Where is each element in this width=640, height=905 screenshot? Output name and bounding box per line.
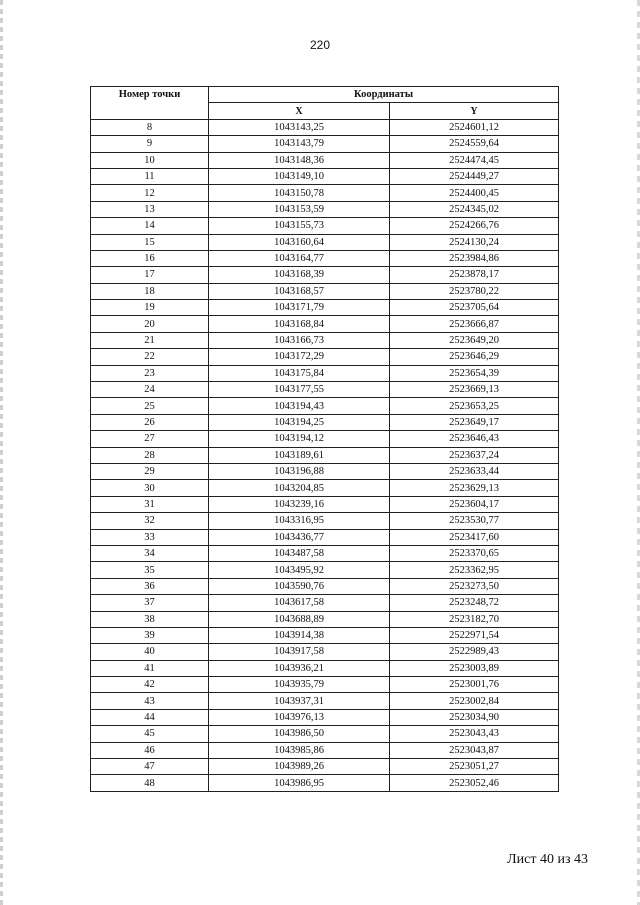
x-coordinate-cell: 1043937,31 — [209, 693, 390, 709]
y-coordinate-cell: 2523417,60 — [390, 529, 559, 545]
table-row — [91, 726, 559, 742]
y-coordinate-cell: 2523034,90 — [390, 709, 559, 725]
y-coordinate-cell: 2524266,76 — [390, 218, 559, 234]
point-number-cell: 8 — [91, 119, 209, 135]
point-number-cell: 44 — [91, 709, 209, 725]
table-row — [91, 136, 559, 152]
point-number-cell: 16 — [91, 250, 209, 266]
table-row — [91, 644, 559, 660]
table-row — [91, 562, 559, 578]
point-number-cell: 33 — [91, 529, 209, 545]
table-row — [91, 709, 559, 725]
x-coordinate-cell: 1043168,57 — [209, 283, 390, 299]
x-coordinate-cell: 1043935,79 — [209, 677, 390, 693]
table-row — [91, 168, 559, 184]
x-coordinate-cell: 1043172,29 — [209, 349, 390, 365]
header-coordinates: Координаты — [209, 87, 559, 103]
x-coordinate-cell: 1043153,59 — [209, 201, 390, 217]
y-coordinate-cell: 2523705,64 — [390, 300, 559, 316]
point-number-cell: 10 — [91, 152, 209, 168]
table-row — [91, 545, 559, 561]
point-number-cell: 24 — [91, 382, 209, 398]
table-row — [91, 365, 559, 381]
table-row — [91, 267, 559, 283]
table-row — [91, 414, 559, 430]
point-number-cell: 30 — [91, 480, 209, 496]
y-coordinate-cell: 2523633,44 — [390, 463, 559, 479]
table-row — [91, 742, 559, 758]
point-number-cell: 12 — [91, 185, 209, 201]
point-number-cell: 32 — [91, 513, 209, 529]
table-row — [91, 218, 559, 234]
point-number-cell: 29 — [91, 463, 209, 479]
point-number-cell: 20 — [91, 316, 209, 332]
x-coordinate-cell: 1043149,10 — [209, 168, 390, 184]
y-coordinate-cell: 2523362,95 — [390, 562, 559, 578]
x-coordinate-cell: 1043194,25 — [209, 414, 390, 430]
x-coordinate-cell: 1043436,77 — [209, 529, 390, 545]
table-header-row — [91, 87, 559, 103]
table-row — [91, 398, 559, 414]
x-coordinate-cell: 1043143,25 — [209, 119, 390, 135]
table-row — [91, 119, 559, 135]
y-coordinate-cell: 2523780,22 — [390, 283, 559, 299]
y-coordinate-cell: 2523043,43 — [390, 726, 559, 742]
point-number-cell: 9 — [91, 136, 209, 152]
table-row — [91, 300, 559, 316]
y-coordinate-cell: 2524474,45 — [390, 152, 559, 168]
y-coordinate-cell: 2523646,29 — [390, 349, 559, 365]
y-coordinate-cell: 2523669,13 — [390, 382, 559, 398]
point-number-cell: 34 — [91, 545, 209, 561]
y-coordinate-cell: 2523043,87 — [390, 742, 559, 758]
y-coordinate-cell: 2523654,39 — [390, 365, 559, 381]
point-number-cell: 37 — [91, 595, 209, 611]
coordinates-table — [90, 86, 559, 792]
table-row — [91, 513, 559, 529]
point-number-cell: 15 — [91, 234, 209, 250]
y-coordinate-cell: 2523001,76 — [390, 677, 559, 693]
table-row — [91, 775, 559, 791]
x-coordinate-cell: 1043177,55 — [209, 382, 390, 398]
table-row — [91, 185, 559, 201]
table-row — [91, 250, 559, 266]
x-coordinate-cell: 1043189,61 — [209, 447, 390, 463]
point-number-cell: 31 — [91, 496, 209, 512]
point-number-cell: 47 — [91, 759, 209, 775]
x-coordinate-cell: 1043239,16 — [209, 496, 390, 512]
y-coordinate-cell: 2523666,87 — [390, 316, 559, 332]
point-number-cell: 41 — [91, 660, 209, 676]
x-coordinate-cell: 1043148,36 — [209, 152, 390, 168]
point-number-cell: 42 — [91, 677, 209, 693]
table-row — [91, 463, 559, 479]
point-number-cell: 28 — [91, 447, 209, 463]
y-coordinate-cell: 2524559,64 — [390, 136, 559, 152]
point-number-cell: 13 — [91, 201, 209, 217]
y-coordinate-cell: 2523051,27 — [390, 759, 559, 775]
point-number-cell: 23 — [91, 365, 209, 381]
y-coordinate-cell: 2523629,13 — [390, 480, 559, 496]
page-number: 220 — [309, 38, 331, 52]
x-coordinate-cell: 1043204,85 — [209, 480, 390, 496]
y-coordinate-cell: 2523273,50 — [390, 578, 559, 594]
header-y: Y — [390, 103, 559, 119]
table-body — [91, 119, 559, 791]
table-row — [91, 595, 559, 611]
y-coordinate-cell: 2524400,45 — [390, 185, 559, 201]
table-row — [91, 431, 559, 447]
table-row — [91, 759, 559, 775]
point-number-cell: 18 — [91, 283, 209, 299]
y-coordinate-cell: 2523182,70 — [390, 611, 559, 627]
point-number-cell: 39 — [91, 627, 209, 643]
point-number-cell: 46 — [91, 742, 209, 758]
y-coordinate-cell: 2524345,02 — [390, 201, 559, 217]
x-coordinate-cell: 1043688,89 — [209, 611, 390, 627]
y-coordinate-cell: 2524601,12 — [390, 119, 559, 135]
point-number-cell: 19 — [91, 300, 209, 316]
y-coordinate-cell: 2523637,24 — [390, 447, 559, 463]
y-coordinate-cell: 2523653,25 — [390, 398, 559, 414]
x-coordinate-cell: 1043487,58 — [209, 545, 390, 561]
x-coordinate-cell: 1043175,84 — [209, 365, 390, 381]
x-coordinate-cell: 1043155,73 — [209, 218, 390, 234]
x-coordinate-cell: 1043985,86 — [209, 742, 390, 758]
table-row — [91, 234, 559, 250]
x-coordinate-cell: 1043168,84 — [209, 316, 390, 332]
x-coordinate-cell: 1043976,13 — [209, 709, 390, 725]
x-coordinate-cell: 1043143,79 — [209, 136, 390, 152]
x-coordinate-cell: 1043914,38 — [209, 627, 390, 643]
header-point-number: Номер точки — [91, 87, 209, 120]
table-row — [91, 660, 559, 676]
x-coordinate-cell: 1043986,50 — [209, 726, 390, 742]
table-row — [91, 283, 559, 299]
point-number-cell: 43 — [91, 693, 209, 709]
table-row — [91, 677, 559, 693]
x-coordinate-cell: 1043168,39 — [209, 267, 390, 283]
point-number-cell: 38 — [91, 611, 209, 627]
table-row — [91, 611, 559, 627]
x-coordinate-cell: 1043164,77 — [209, 250, 390, 266]
point-number-cell: 11 — [91, 168, 209, 184]
table-row — [91, 496, 559, 512]
point-number-cell: 21 — [91, 332, 209, 348]
point-number-cell: 45 — [91, 726, 209, 742]
x-coordinate-cell: 1043316,95 — [209, 513, 390, 529]
x-coordinate-cell: 1043160,64 — [209, 234, 390, 250]
x-coordinate-cell: 1043194,43 — [209, 398, 390, 414]
x-coordinate-cell: 1043171,79 — [209, 300, 390, 316]
y-coordinate-cell: 2523370,65 — [390, 545, 559, 561]
table-row — [91, 578, 559, 594]
y-coordinate-cell: 2522989,43 — [390, 644, 559, 660]
x-coordinate-cell: 1043936,21 — [209, 660, 390, 676]
table-row — [91, 201, 559, 217]
x-coordinate-cell: 1043617,58 — [209, 595, 390, 611]
point-number-cell: 22 — [91, 349, 209, 365]
point-number-cell: 25 — [91, 398, 209, 414]
table-row — [91, 349, 559, 365]
x-coordinate-cell: 1043917,58 — [209, 644, 390, 660]
x-coordinate-cell: 1043150,78 — [209, 185, 390, 201]
table-row — [91, 382, 559, 398]
y-coordinate-cell: 2523604,17 — [390, 496, 559, 512]
y-coordinate-cell: 2523530,77 — [390, 513, 559, 529]
y-coordinate-cell: 2523002,84 — [390, 693, 559, 709]
header-x: X — [209, 103, 390, 119]
table-row — [91, 447, 559, 463]
y-coordinate-cell: 2523649,17 — [390, 414, 559, 430]
y-coordinate-cell: 2523649,20 — [390, 332, 559, 348]
y-coordinate-cell: 2523052,46 — [390, 775, 559, 791]
scan-edge-left — [0, 0, 3, 905]
table-row — [91, 480, 559, 496]
y-coordinate-cell: 2524130,24 — [390, 234, 559, 250]
x-coordinate-cell: 1043495,92 — [209, 562, 390, 578]
point-number-cell: 36 — [91, 578, 209, 594]
table-row — [91, 693, 559, 709]
table-row — [91, 627, 559, 643]
point-number-cell: 14 — [91, 218, 209, 234]
table-row — [91, 316, 559, 332]
y-coordinate-cell: 2524449,27 — [390, 168, 559, 184]
point-number-cell: 35 — [91, 562, 209, 578]
y-coordinate-cell: 2522971,54 — [390, 627, 559, 643]
point-number-cell: 48 — [91, 775, 209, 791]
x-coordinate-cell: 1043166,73 — [209, 332, 390, 348]
y-coordinate-cell: 2523984,86 — [390, 250, 559, 266]
table-row — [91, 152, 559, 168]
point-number-cell: 26 — [91, 414, 209, 430]
x-coordinate-cell: 1043986,95 — [209, 775, 390, 791]
y-coordinate-cell: 2523878,17 — [390, 267, 559, 283]
x-coordinate-cell: 1043590,76 — [209, 578, 390, 594]
y-coordinate-cell: 2523003,89 — [390, 660, 559, 676]
point-number-cell: 27 — [91, 431, 209, 447]
point-number-cell: 17 — [91, 267, 209, 283]
x-coordinate-cell: 1043196,88 — [209, 463, 390, 479]
y-coordinate-cell: 2523646,43 — [390, 431, 559, 447]
table-row — [91, 529, 559, 545]
x-coordinate-cell: 1043194,12 — [209, 431, 390, 447]
y-coordinate-cell: 2523248,72 — [390, 595, 559, 611]
x-coordinate-cell: 1043989,26 — [209, 759, 390, 775]
table-row — [91, 332, 559, 348]
sheet-counter: Лист 40 из 43 — [507, 852, 588, 867]
point-number-cell: 40 — [91, 644, 209, 660]
